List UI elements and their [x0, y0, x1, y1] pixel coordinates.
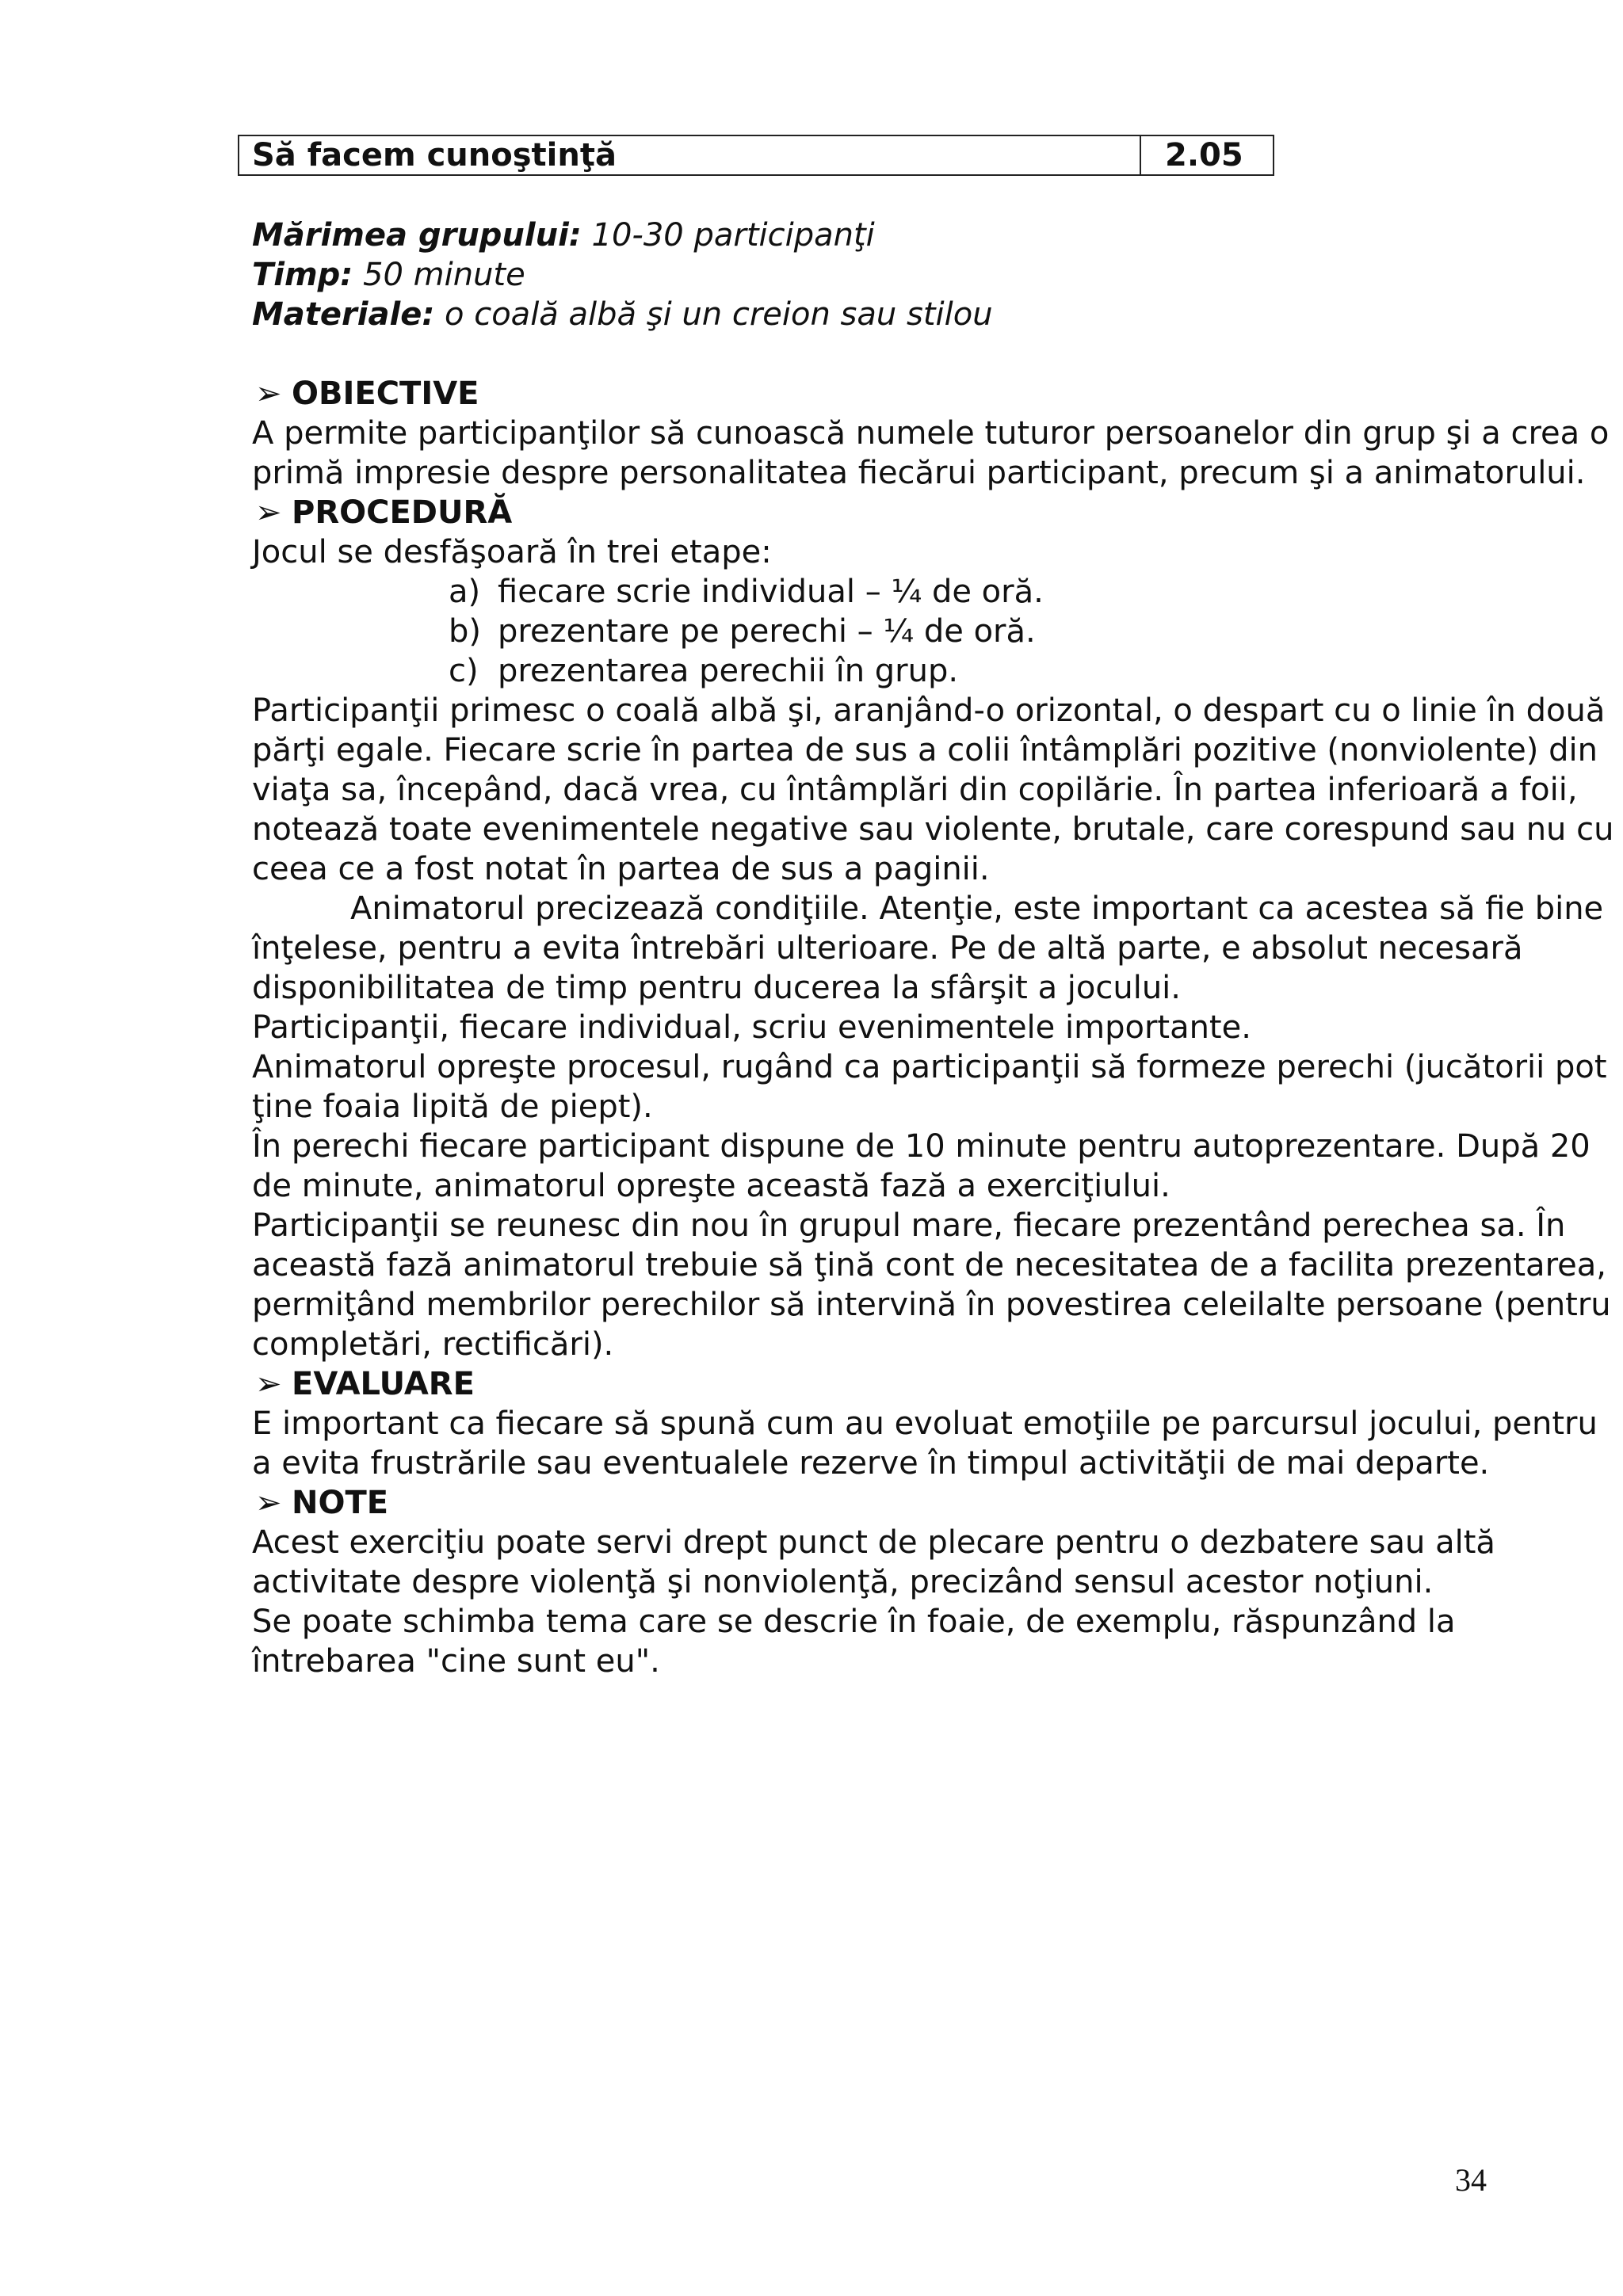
- text-line: înţelese, pentru a evita întrebări ulterioare. Pe de altă parte, e absolut necesară: [252, 930, 1523, 967]
- text-line: Acest exerciţiu poate servi drept punct de plecare pentru o dezbatere sau altă: [252, 1524, 1495, 1561]
- arrow-bullet-icon: ➢: [255, 376, 282, 412]
- text-line: Participanţii, fiecare individual, scriu evenimentele importante.: [252, 1009, 1251, 1046]
- text-line: părţi egale. Fiecare scrie în partea de sus a colii întâmplări pozitive (nonviolente) din: [252, 732, 1598, 769]
- text-line: A permite participanţilor să cunoască numele tuturor persoanelor din grup şi a crea o: [252, 415, 1610, 452]
- section-heading-procedure: ➢ PROCEDURĂ: [255, 494, 513, 531]
- document-body: [252, 374, 1614, 1681]
- text-line: Participanţii se reunesc din nou în grupul mare, fiecare prezentând perechea sa. În: [252, 1207, 1566, 1244]
- text-line: permiţând membrilor perechilor să intervină în povestirea celeilalte persoane (pentru: [252, 1287, 1611, 1323]
- activity-meta: [252, 215, 993, 334]
- text-line: În perechi fiecare participant dispune de 10 minute pentru autoprezentare. După 20: [252, 1128, 1591, 1165]
- activity-title: Să facem cunoştinţă: [239, 136, 1141, 174]
- text-line: activitate despre violenţă şi nonviolenţă, precizând sensul acestor noţiuni.: [252, 1564, 1434, 1600]
- text-line: a evita frustrările sau eventualele rezerve în timpul activităţii de mai departe.: [252, 1445, 1490, 1482]
- text-line: E important ca fiecare să spună cum au evoluat emoţiile pe parcursul jocului, pentru: [252, 1405, 1598, 1442]
- materials-label: Materiale:: [252, 296, 435, 333]
- text-line: de minute, animatorul opreşte această fază a exerciţiului.: [252, 1168, 1170, 1204]
- arrow-bullet-icon: ➢: [255, 494, 282, 531]
- section-heading-objective: ➢ OBIECTIVE: [255, 376, 479, 412]
- group-size-value: 10-30 participanţi: [581, 217, 875, 254]
- materials-value: o coală albă şi un creion sau stilou: [434, 296, 993, 333]
- text-line: completări, rectificări).: [252, 1326, 614, 1363]
- section-heading-evaluation: ➢ EVALUARE: [255, 1366, 475, 1402]
- materials-line: [252, 295, 993, 334]
- text-line: Animatorul opreşte procesul, rugând ca participanţii să formeze perechi (jucătorii pot: [252, 1049, 1607, 1085]
- text-line: disponibilitatea de timp pentru ducerea la sfârşit a jocului.: [252, 970, 1182, 1006]
- text-line-indented: Animatorul precizează condiţiile. Atenţie, este important ca acestea să fie bine: [350, 891, 1604, 927]
- text-line: ţine foaia lipită de piept).: [252, 1089, 653, 1125]
- procedure-steps: [252, 572, 1488, 691]
- list-item: c) prezentarea perechii în grup.: [449, 653, 959, 689]
- text-line: Participanţii primesc o coală albă şi, aranjând-o orizontal, o despart cu o linie în două: [252, 692, 1606, 729]
- group-size-line: [252, 215, 993, 255]
- group-size-label: Mărimea grupului:: [252, 217, 582, 254]
- text-line: primă impresie despre personalitatea fiecărui participant, precum şi a animatorului.: [252, 455, 1586, 491]
- list-item: b) prezentare pe perechi – ¼ de oră.: [449, 613, 1036, 650]
- text-line: întrebarea "cine sunt eu".: [252, 1643, 660, 1680]
- procedure-intro: Jocul se desfăşoară în trei etape:: [252, 534, 772, 570]
- text-line: notează toate evenimentele negative sau violente, brutale, care corespund sau nu cu: [252, 811, 1614, 848]
- time-label: Timp:: [252, 257, 353, 293]
- section-heading-notes: ➢ NOTE: [255, 1485, 389, 1521]
- activity-code: 2.05: [1165, 137, 1243, 174]
- time-line: [252, 255, 993, 295]
- list-item: a) fiecare scrie individual – ¼ de oră.: [449, 574, 1044, 610]
- arrow-bullet-icon: ➢: [255, 1366, 282, 1402]
- text-line: Se poate schimba tema care se descrie în foaie, de exemplu, răspunzând la: [252, 1604, 1456, 1640]
- text-line: această fază animatorul trebuie să ţină cont de necesitatea de a facilita prezentarea,: [252, 1247, 1606, 1283]
- activity-title-table: [238, 135, 1274, 176]
- text-line: viaţa sa, începând, dacă vrea, cu întâmplări din copilărie. În partea inferioară a foii,: [252, 772, 1578, 808]
- page-number: 34: [1455, 2162, 1487, 2198]
- arrow-bullet-icon: ➢: [255, 1485, 282, 1521]
- time-value: 50 minute: [353, 257, 525, 293]
- text-line: ceea ce a fost notat în partea de sus a paginii.: [252, 851, 990, 887]
